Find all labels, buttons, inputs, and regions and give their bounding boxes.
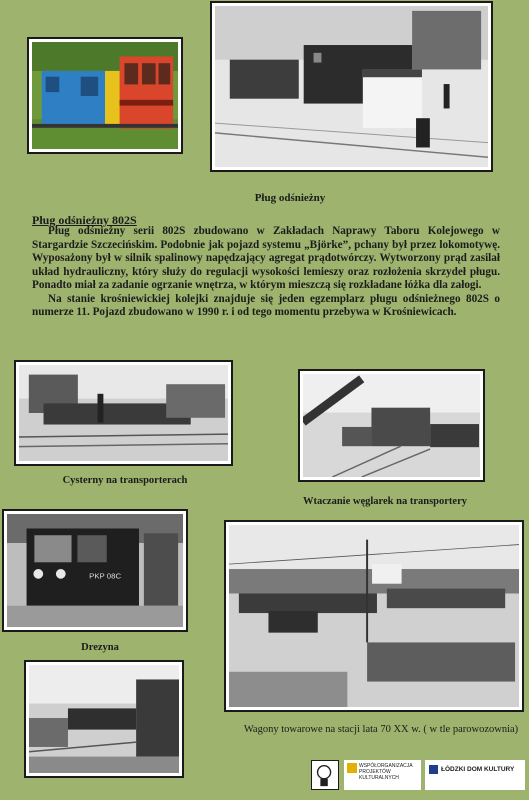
paragraph-2: Na stanie krośniewickiej kolejki znajduje się jeden egzemplarz pługu odśnieżnego 802S o numerze 11. Pojazd zbudowano w 1990 r. i od tego momentu przebywa w Krośniewicach. (32, 292, 500, 318)
photo-drezyna (2, 509, 188, 632)
section-heading: Pług odśnieżny 802S (32, 213, 137, 227)
footer-logo-ldk (425, 760, 525, 790)
main-title: Pług odśnieżny (254, 192, 326, 204)
footer-logo-projects (344, 760, 421, 790)
caption-cysterny: Cysterny na transporterach (62, 475, 188, 486)
caption-drezyna: Drezyna (81, 642, 119, 653)
logo2-text: ŁÓDZKI DOM KULTURY (441, 766, 515, 774)
photo-station-steam (24, 660, 184, 778)
body-text (32, 225, 500, 320)
photo-cysterny (14, 360, 233, 466)
photo-snowplow-train (210, 1, 493, 172)
photo-wagony (224, 520, 524, 712)
photo-wtaczanie (298, 369, 485, 482)
footer-logo-emblem (311, 760, 339, 790)
caption-wagony: Wagony towarowe na stacji lata 70 XX w. ( w tle parowozownia) (243, 724, 519, 735)
caption-wtaczanie: Wtaczanie węglarek na transportery (303, 496, 467, 507)
paragraph-1: Pług odśnieżny serii 802S zbudowano w Zakładach Naprawy Taboru Kolejowego w Stargardzie Szczecińskim. Podobnie jak pojazd systemu „Björke”, pchany był przez lokomotywę. Wyposażony był w silnik spalinowy napędzający agregat prądotwórczy. Wytworzony prąd zasilał układ hydrauliczny, który służy do regulacji wysokości lemieszy oraz rozłożenia skrzydeł pługu. Ponadto miał za zadanie ogrzanie wnętrza, w którym mieszczą się rozkładane łóżka dla załogi. (32, 225, 500, 291)
drezyna-plate: PKP 08C (89, 571, 122, 581)
logo1-text: WSPÓŁORGANIZACJA PROJEKTÓW KULTURALNYCH (359, 763, 413, 781)
photo-color-locomotives (27, 37, 183, 154)
